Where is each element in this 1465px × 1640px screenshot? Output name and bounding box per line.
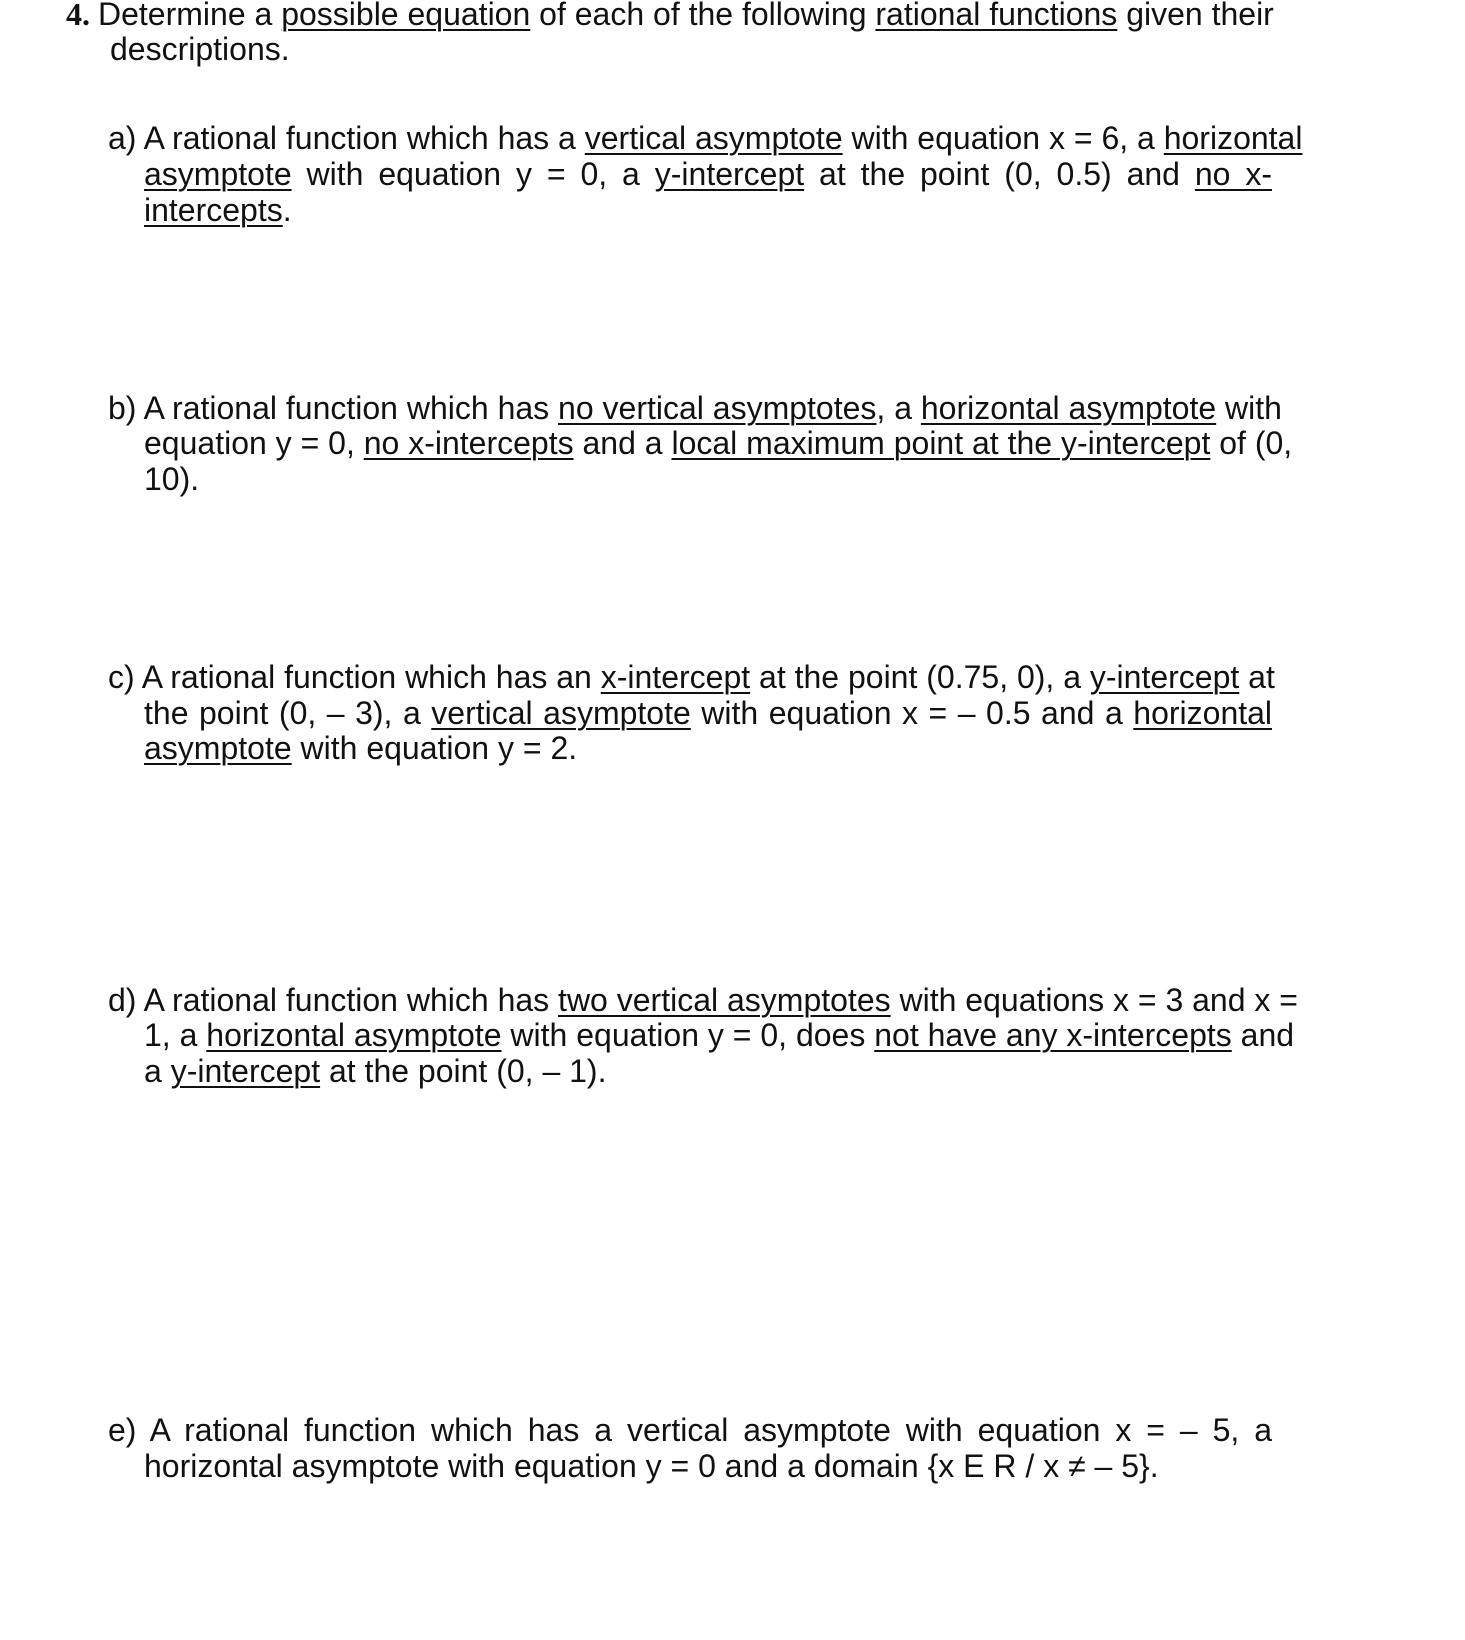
part-b-line-1 <box>108 389 1282 427</box>
part-a-line-3 <box>144 191 292 229</box>
text-segment: descriptions. <box>110 31 290 67</box>
underlined-term: horizontal asymptote <box>206 1017 502 1053</box>
underlined-term: asymptote <box>144 156 292 192</box>
part-e-line-2 <box>144 1447 1159 1485</box>
text-segment: horizontal asymptote with equation y = 0 and a domain {x E R / x ≠ – 5}. <box>144 1448 1159 1484</box>
text-segment: at the point (0, – 1). <box>320 1053 607 1089</box>
underlined-term: vertical asymptote <box>584 120 843 156</box>
question-stem-line-1 <box>98 0 1272 33</box>
underlined-term: y-intercept <box>1089 659 1240 695</box>
text-segment: of (0, <box>1210 425 1293 461</box>
text-segment: and <box>1231 1017 1295 1053</box>
question-stem-line-2 <box>110 30 290 68</box>
text-segment: at the point (0, 0.5) and <box>804 156 1195 192</box>
text-segment: with <box>1216 390 1282 426</box>
underlined-term: no x- <box>1194 156 1273 192</box>
underlined-term: intercepts <box>144 192 283 228</box>
text-segment: with equation x = – 0.5 and a <box>690 695 1134 731</box>
underlined-term: possible equation <box>281 0 531 32</box>
part-c-line-3 <box>144 729 577 767</box>
part-a-line-1 <box>108 119 1303 157</box>
text-segment: b) A rational function which has <box>108 390 559 426</box>
part-c-line-1 <box>108 658 1275 696</box>
text-segment: 1, a <box>144 1017 207 1053</box>
part-c-line-2 <box>144 694 1272 732</box>
question-number: 4. <box>66 0 90 32</box>
underlined-term: no vertical asymptotes <box>558 390 877 426</box>
part-d-line-1 <box>108 981 1298 1019</box>
text-segment: with equations x = 3 and x = <box>890 982 1298 1018</box>
underlined-term: not have any x-intercepts <box>874 1017 1232 1053</box>
text-segment: with equation y = 2. <box>291 730 578 766</box>
text-segment: a <box>144 1053 171 1089</box>
underlined-term: vertical asymptote <box>431 695 691 731</box>
text-segment: with equation y = 0, a <box>291 156 655 192</box>
text-segment: at the point (0.75, 0), a <box>750 659 1090 695</box>
text-segment: equation y = 0, <box>144 425 364 461</box>
text-segment: c) A rational function which has an <box>108 659 601 695</box>
underlined-term: local maximum point at the y-intercept <box>671 425 1211 461</box>
underlined-term: x-intercept <box>600 659 751 695</box>
text-segment: with equation x = 6, a <box>842 120 1164 156</box>
underlined-term: y-intercept <box>654 156 805 192</box>
text-segment: d) A rational function which has <box>108 982 559 1018</box>
part-b-line-3 <box>144 460 199 498</box>
part-a-line-2 <box>144 155 1272 193</box>
text-segment: Determine a <box>98 0 282 32</box>
underlined-term: no x-intercepts <box>363 425 574 461</box>
text-segment: given their <box>1117 0 1274 32</box>
text-segment: and a <box>573 425 672 461</box>
text-segment: a) A rational function which has a <box>108 120 585 156</box>
text-segment: e) A rational function which has a vertical asymptote with equation x = – 5, a <box>108 1412 1272 1448</box>
underlined-term: horizontal <box>1133 695 1273 731</box>
part-d-line-3 <box>144 1052 606 1090</box>
part-e-line-1 <box>108 1411 1272 1449</box>
text-segment: . <box>282 192 292 228</box>
underlined-term: rational functions <box>875 0 1118 32</box>
text-segment: of each of the following <box>530 0 876 32</box>
underlined-term: horizontal <box>1163 120 1303 156</box>
text-segment: with equation y = 0, does <box>501 1017 875 1053</box>
text-segment: 10). <box>144 461 200 497</box>
text-segment: the point (0, – 3), a <box>144 695 432 731</box>
underlined-term: y-intercept <box>170 1053 321 1089</box>
text-segment: at <box>1239 659 1275 695</box>
part-b-line-2 <box>144 424 1293 462</box>
text-segment: , a <box>876 390 921 426</box>
underlined-term: asymptote <box>144 730 292 766</box>
part-d-line-2 <box>144 1016 1295 1054</box>
underlined-term: horizontal asymptote <box>920 390 1217 426</box>
underlined-term: two vertical asymptotes <box>558 982 891 1018</box>
